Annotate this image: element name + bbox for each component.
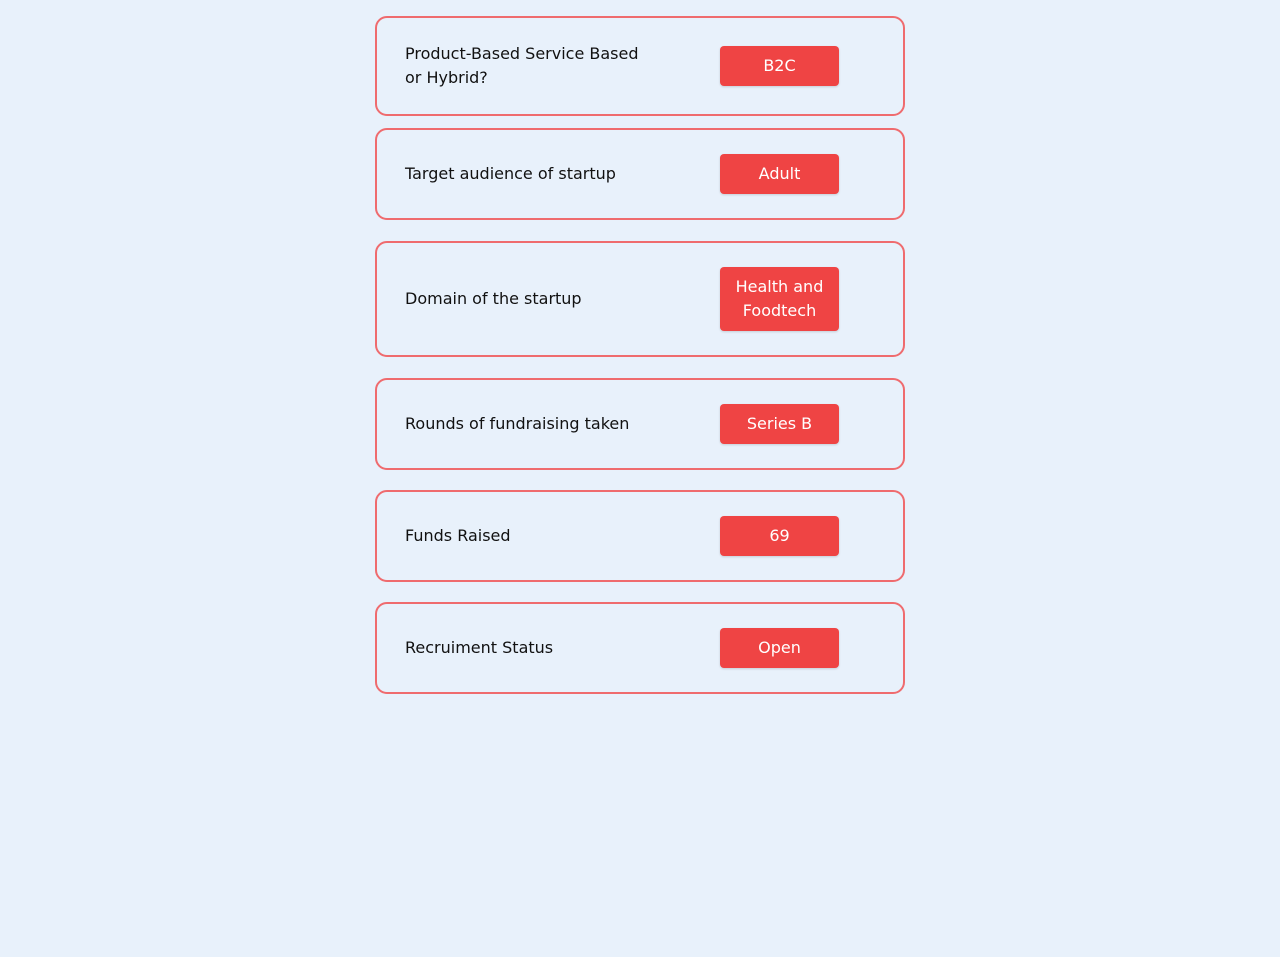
startup-details-list bbox=[375, 16, 905, 694]
card-recruitment-status bbox=[375, 602, 905, 694]
card-funds-raised bbox=[375, 490, 905, 582]
card-value-badge: 69 bbox=[720, 516, 839, 556]
card-value-badge: Series B bbox=[720, 404, 839, 444]
card-label: Rounds of fundraising taken bbox=[405, 414, 630, 433]
card-label: Recruiment Status bbox=[405, 638, 554, 657]
card-value-badge: Adult bbox=[720, 154, 839, 194]
card-value-badge: Open bbox=[720, 628, 839, 668]
card-business-model bbox=[375, 16, 905, 116]
card-value-badge: B2C bbox=[720, 46, 839, 86]
card-domain bbox=[375, 241, 905, 357]
card-label: Funds Raised bbox=[405, 526, 511, 545]
card-target-audience bbox=[375, 128, 905, 220]
card-label: Domain of the startup bbox=[405, 289, 582, 308]
card-value-badge: Health and Foodtech bbox=[720, 267, 839, 331]
card-fundraising-rounds bbox=[375, 378, 905, 470]
card-label: Target audience of startup bbox=[405, 164, 616, 183]
card-label: Product-Based Service Based or Hybrid? bbox=[405, 44, 639, 87]
